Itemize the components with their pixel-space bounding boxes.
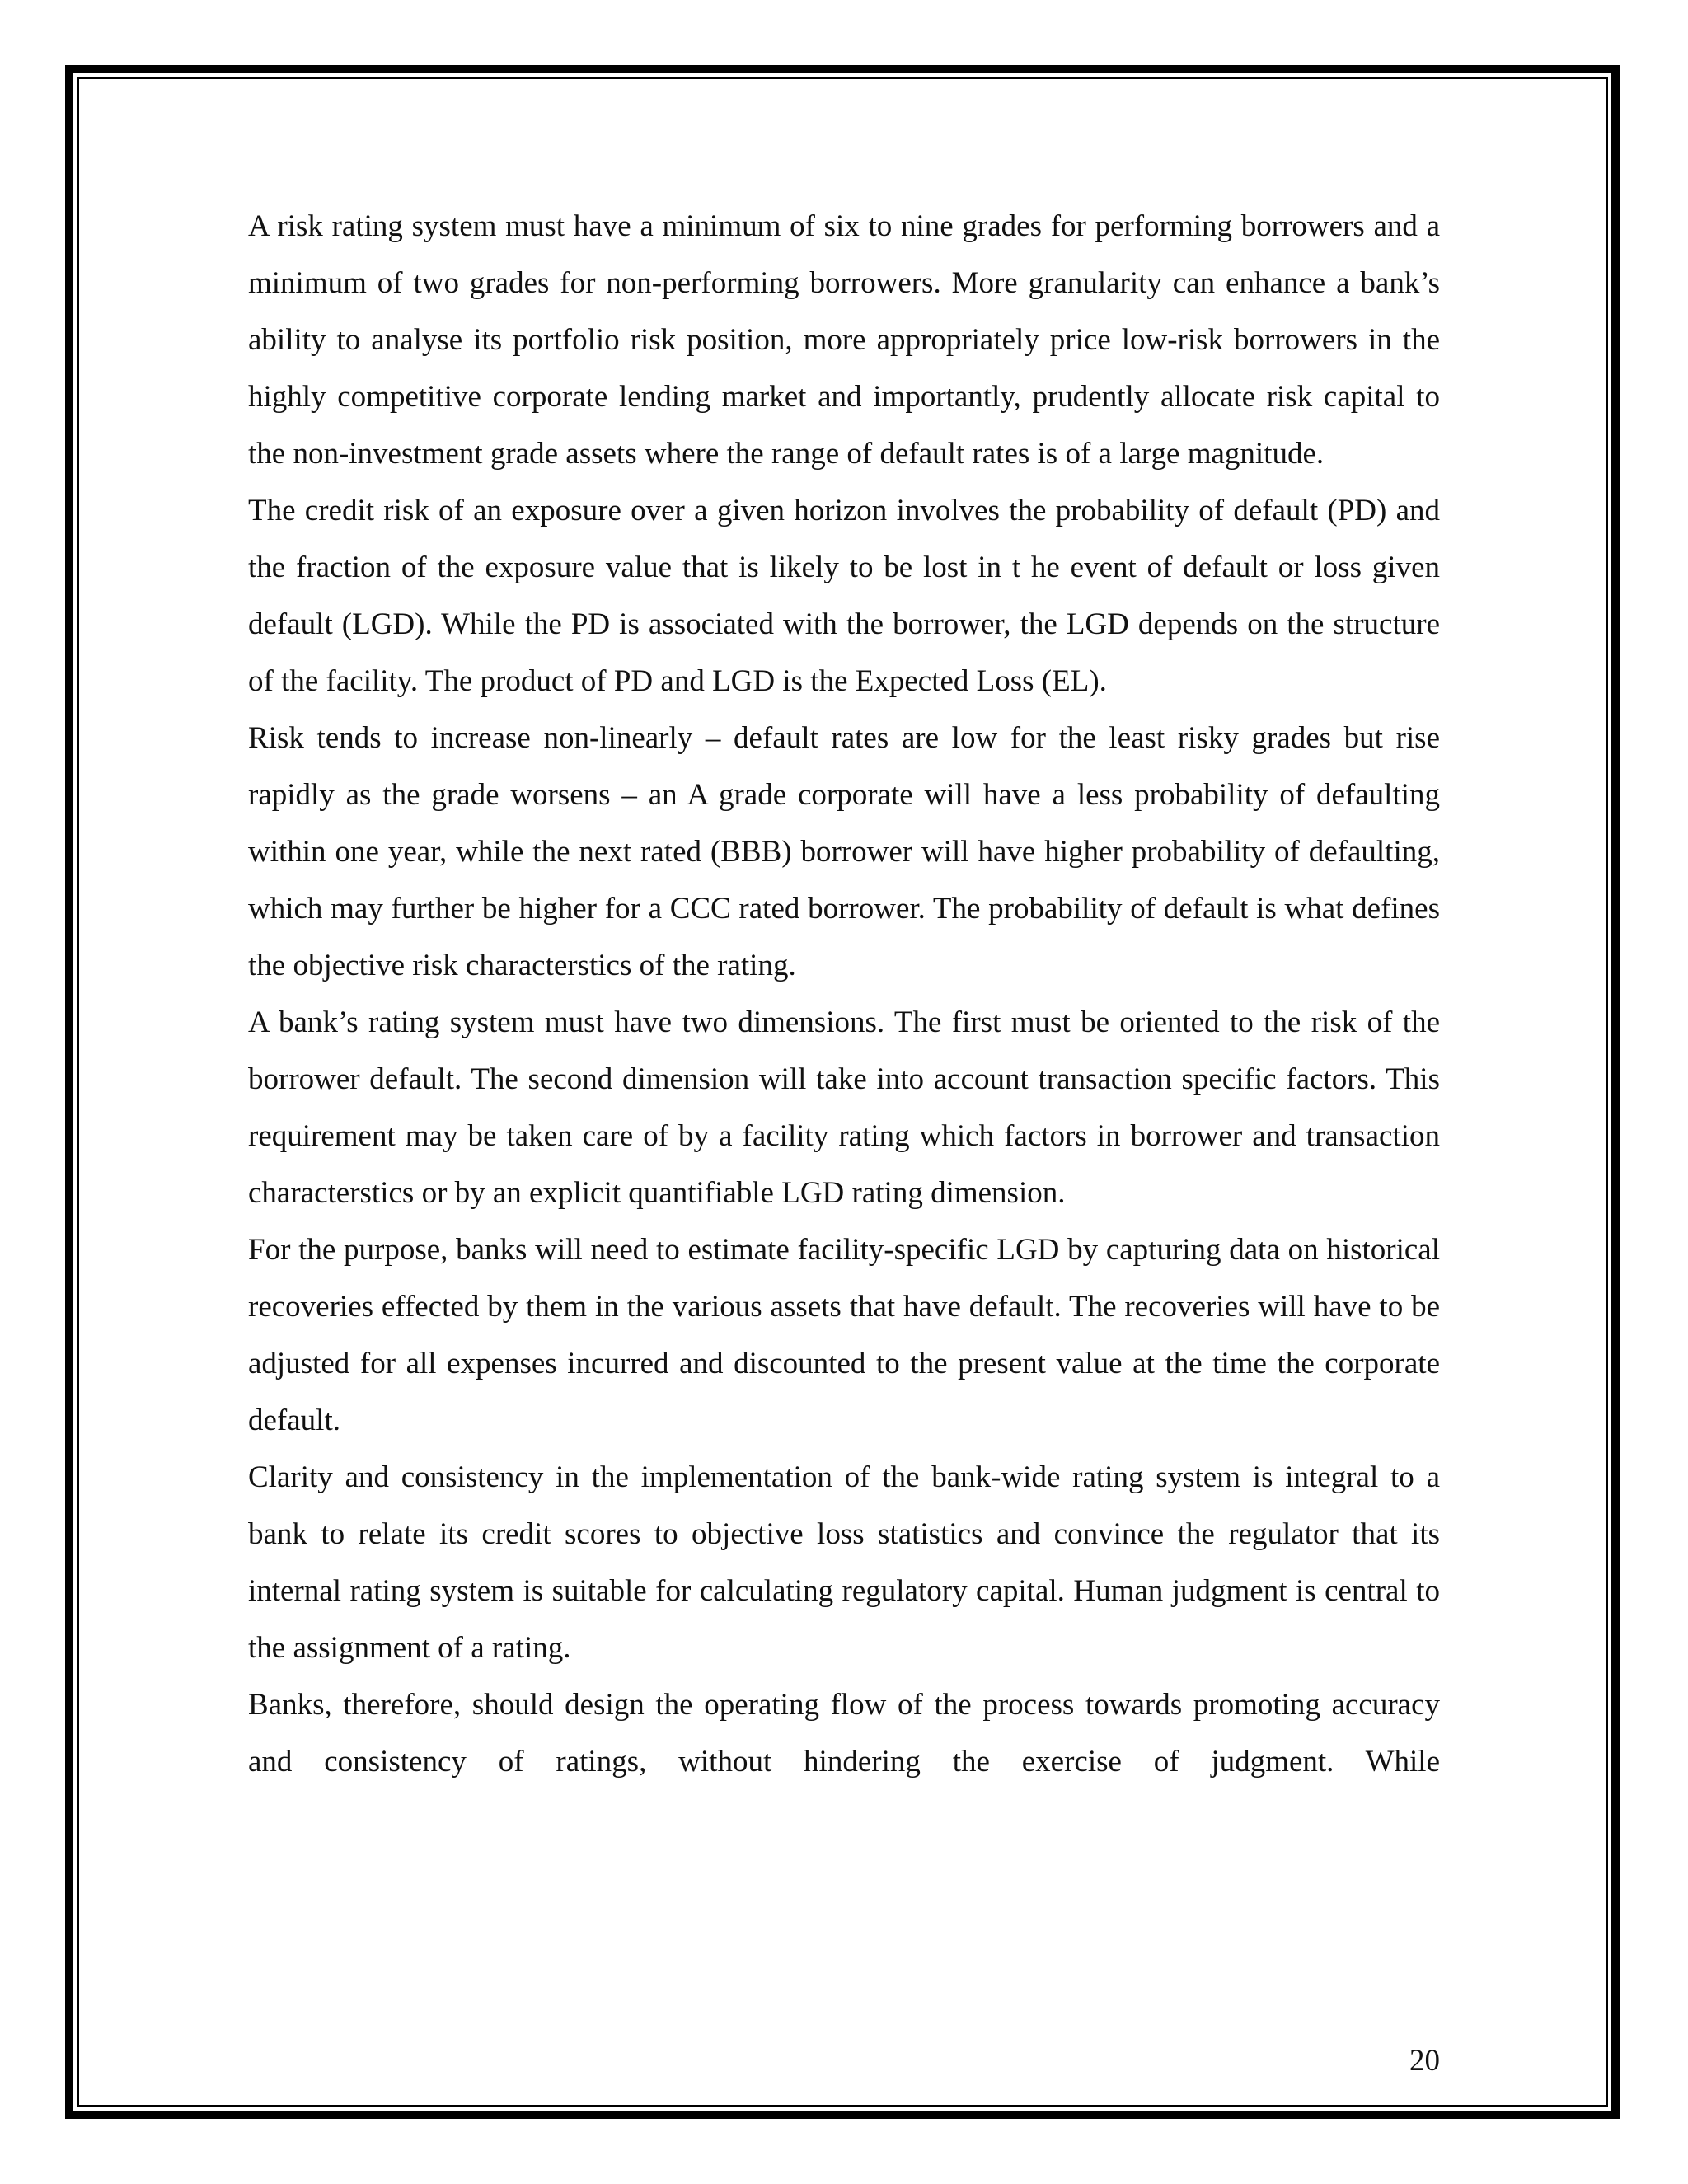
page-number: 20 xyxy=(1409,2044,1440,2078)
paragraph-nonlinear-risk: Risk tends to increase non-linearly – default rates are low for the least risky grades but rise rapidly as the grade worsens – an A grade corporate will have a less probability of defaulting within one year, while the next rated (BBB) borrower will have higher probability of defaulting, which may further be higher for a CCC rated borrower. The probability of default is what defines the objective risk characterstics of the rating. xyxy=(248,721,1440,982)
paragraph-two-dimensions: A bank’s rating system must have two dimensions. The first must be oriented to the risk of the borrower default. The second dimension will take into account transaction specific factors. This requirement may be taken care of by a facility rating which factors in borrower and transaction characterstics or by an explicit quantifiable LGD rating dimension. xyxy=(248,1005,1440,1210)
paragraph-risk-grades: A risk rating system must have a minimum of six to nine grades for performing borrowers and a minimum of two grades for non-performing borrowers. More granularity can enhance a bank’s ability to analyse its portfolio risk position, more appropriately price low-risk borrowers in the highly competitive corporate lending market and importantly, prudently allocate risk capital to the non-investment grade assets where the range of default rates is of a large magnitude. xyxy=(248,209,1440,471)
document-body xyxy=(248,198,1440,1790)
paragraph-operating-flow: Banks, therefore, should design the operating flow of the process towards promoting accuracy and consistency of ratings, without hindering the exercise of judgment. While xyxy=(248,1688,1440,1779)
paragraph-lgd-estimation: For the purpose, banks will need to estimate facility-specific LGD by capturing data on historical recoveries effected by them in the various assets that have default. The recoveries will have to be adjusted for all expenses incurred and discounted to the present value at the time the corporate default. xyxy=(248,1233,1440,1437)
paragraph-clarity-consistency: Clarity and consistency in the implementation of the bank-wide rating system is integral to a bank to relate its credit scores to objective loss statistics and convince the regulator that its internal rating system is suitable for calculating regulatory capital. Human judgment is central to the assignment of a rating. xyxy=(248,1460,1440,1665)
paragraph-credit-risk-pd-lgd: The credit risk of an exposure over a given horizon involves the probability of default (PD) and the fraction of the exposure value that is likely to be lost in t he event of default or loss given default (LGD). While the PD is associated with the borrower, the LGD depends on the structure of the facility. The product of PD and LGD is the Expected Loss (EL). xyxy=(248,494,1440,698)
